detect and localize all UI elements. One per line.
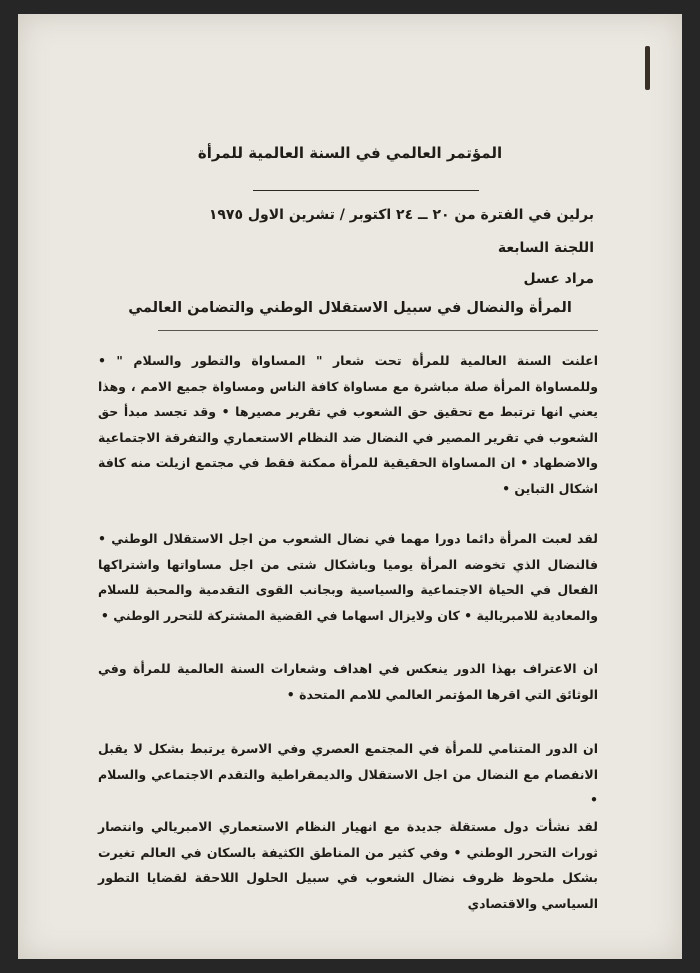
section-title: المرأة والنضال في سبيل الاستقلال الوطني والتضامن العالمي [128,300,572,316]
paragraph-1: اعلنت السنة العالمية للمرأة تحت شعار " المساواة والتطور والسلام " • وللمساواة المرأة صلة مباشرة مع مساواة كافة الناس ومساواة جميع الامم ، وهذا يعني انها ترتبط مع تحقيق حق الشعوب في تقرير مصيرها • وقد تجسد مبدأ حق الشعوب في تقرير المصير في النضال ضد النظام الاستعماري والتفرقة الاجتماعية والاضطهاد • ان المساواة الحقيقية للمرأة ممكنة فقط في مجتمع ازيلت منه كافة اشكال التباين • [98,353,598,496]
document-page [18,14,682,959]
paragraph-5: لقد نشأت دول مستقلة جديدة مع انهيار النظام الاستعماري الامبريالي وانتصار ثورات التحرر الوطني • وفي كثير من المناطق الكثيفة بالسكان في العالم تغيرت بشكل ملحوظ ظروف نضال الشعوب في سبيل الحلول اللاحقة لقضايا التطور السياسي والاقتصادي [98,819,598,911]
committee: اللجنة السابعة [497,240,594,256]
author: مراد عسل [523,271,594,287]
location-date: برلين في الفترة من ٢٠ ــ ٢٤ اكتوبر / تشرين الاول ١٩٧٥ [208,207,594,223]
paragraph-4: ان الدور المتنامي للمرأة في المجتمع العصري وفي الاسرة يرتبط بشكل لا يقبل الانفصام مع النضال من اجل الاستقلال والديمقراطية والتقدم الاجتماعي والسلام • [98,741,598,807]
paragraph-2: لقد لعبت المرأة دائما دورا مهما في نضال الشعوب من اجل الاستقلال الوطني • فالنضال الذي تخوضه المرأة يوميا وباشكال شتى من اجل مساواتها واشتراكها الفعال في الحياة الاجتماعية والسياسية وبجانب القوى التقدمية والمحبة للسلام والمعادية للامبريالية • كان ولايزال اسهاما في القضية المشتركة للتحرر الوطني • [98,531,598,623]
paragraph-3: ان الاعتراف بهذا الدور ينعكس في اهداف وشعارات السنة العالمية للمرأة وفي الوثائق التي اقرها المؤتمر العالمي للامم المتحدة • [98,661,598,702]
title-underline [253,190,479,191]
document-title: المؤتمر العالمي في السنة العالمية للمرأة [197,144,503,162]
section-underline [158,330,598,331]
ink-mark [645,46,650,90]
